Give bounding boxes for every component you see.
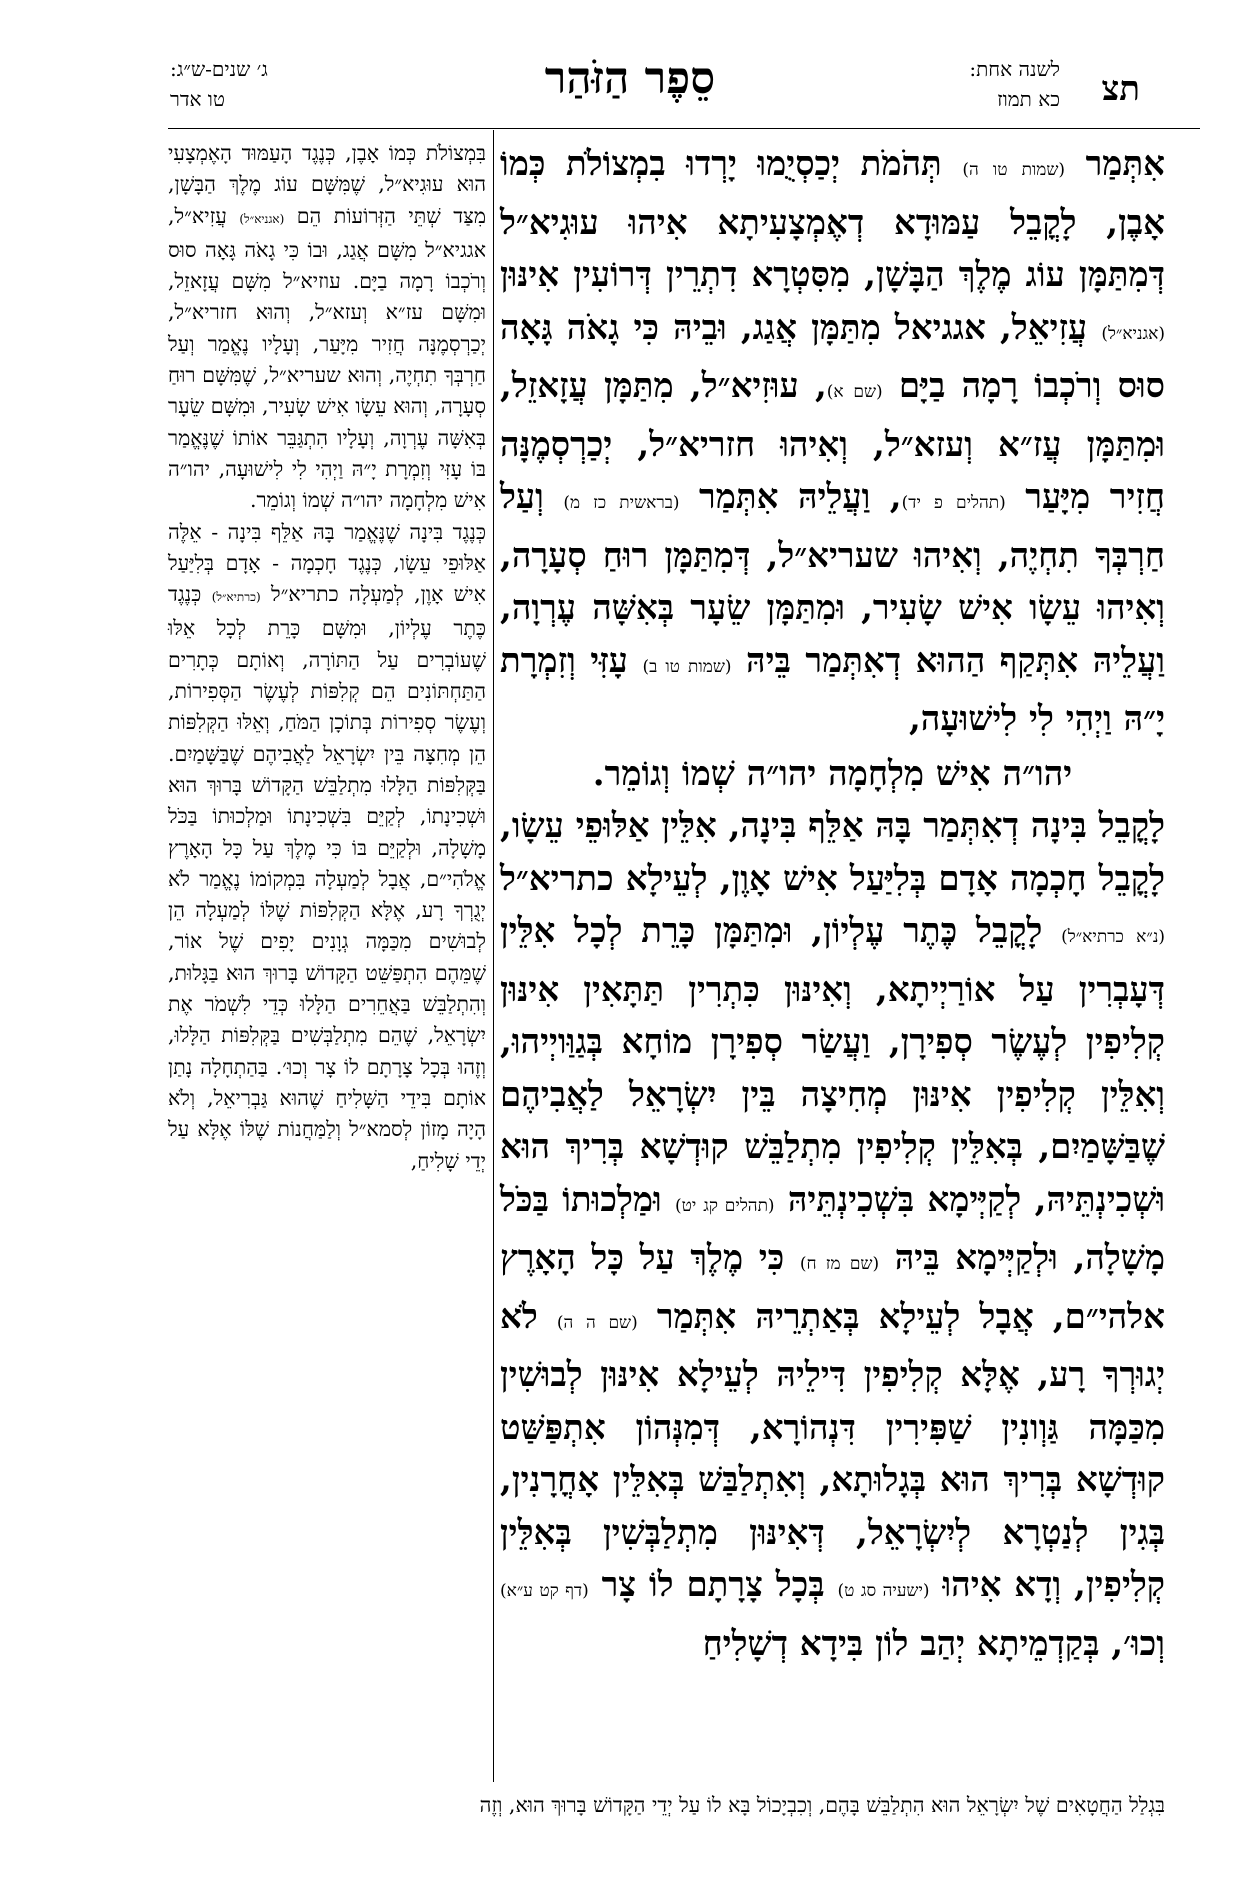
main-paragraph-2 (500, 800, 1165, 1670)
column-divider (493, 130, 494, 1782)
source-reference: (אגניא״ל) (239, 211, 285, 226)
book-title: סֵפֶר הַזֹּהַר (544, 53, 716, 104)
source-reference: (תהלים פ יד) (901, 493, 1006, 513)
text-segment: לָקֳבֵל כֶּתֶר עֶלְיוֹן, וּמִתַּמָּן כָּרֵת לְכָל אִלֵּין דְּעָבְרִין עַל אוֹרַיְיתָא, וְאִינּוּן כִּתְרִין תַּתָּאִין אִינּוּן קְלִיפִין לְעֶשֶׂר סְפִירָן, וַעֲשַׂר סְפִירָן מוֹחָא בְּגַוַּויְיהוּ, וְאִלֵּין קְלִיפִין אִינּוּן מְחִיצָה בֵּין יִשְׂרָאֵל לַאֲבִיהֶם שֶׁבַּשָּׁמַיִם, בְּאִלֵּין קְלִיפִין מִתְלַבֵּשׁ קוּדְשָׁא בְּרִיךְ הוּא וּשְׁכִינְתֵּיהּ, לְקַיְּימָא בִּשְׁכִינְתֵּיהּ (500, 911, 1166, 1220)
source-reference: (ישעיה סג ט) (837, 1581, 930, 1601)
text-segment: בִּמְצוֹלֹת כְּמוֹ אָבֶן, כְּנֶגֶד הָעַמּוּד הָאֶמְצָעִי הוּא עוּגִיא״ל, שֶׁמִּשָּׁם עוֹג מֶלֶךְ הַבָּשָׁן, מִצַּד שְׁתֵּי הַזְּרוֹעוֹת הֵם (168, 141, 486, 228)
text-segment: אִתְּמַר (1085, 144, 1166, 184)
text-segment: , עוּזִיא״ל, מִתַּמָּן עֲזָאזֵל, וּמִתַּמָּן עֲז״א וְעזא״ל, וְאִיהוּ חזריא״ל, יְכַרְסְמֶנָּה חֲזִיר מִיָּעַר (500, 366, 1166, 517)
source-reference: (שם ה ה) (556, 1312, 638, 1333)
text-segment: וּמַלְכוּתוֹ בַּכֹּל מָשָׁלָה, וּלְקַיְּימָא בֵּיהּ (500, 1179, 1166, 1278)
text-segment: כִּי מֶלֶךְ עַל כָּל הָאָרֶץ אלהי״ם, אֲבָל לְעֵילָא בְּאַתְרֵיהּ אִתְּמַר (500, 1238, 1165, 1337)
text-segment: , וַעֲלֵיהּ אִתְּמַר (699, 477, 902, 517)
source-reference: (תהלים קג יט) (675, 1195, 775, 1216)
text-segment: וְעַל חַרְבְּךָ תִחְיֶה, וְאִיהוּ שעריא״ל, דְּמִתַּמָּן רוּחַ סְעָרָה, וְאִיהוּ עֵשָׂו אִישׁ שָׂעִיר, וּמִתַּמָּן שֵׂעָר בְּאִשָּׁה עֶרְוָה, וַעֲלֵיהּ אִתְּקַף הַהוּא דְאִתְּמַר בֵּיהּ (500, 477, 1166, 681)
footer-continuation-line: בִּגְלַל הַחֲטָאִים שֶׁל יִשְׂרָאֵל הוּא הִתְלַבֵּשׁ בָּהֶם, וְכִבְיָכוֹל בָּא לוֹ עַל יְדֵי הַקָּדוֹשׁ בָּרוּךְ הוּא, וְזֶה (479, 1793, 1165, 1817)
source-reference: (בראשית כז מ) (563, 493, 680, 513)
text-segment: עֲזִיא״ל, אגגיא״ל מִשָּׁם אֲגַג, וּבוֹ כִּי גָאֹה גָּאָה סוּס וְרֹכְבוֹ רָמָה בַיָּם. עוזיא״ל מִשָּׁם עֲזָאזֵל, וּמִשָּׁם עז״א וְעזא״ל, וְהוּא חזריא״ל, יְכַרְסְמֶנָּה חֲזִיר מִיָּעַר, וְעָלָיו נֶאֱמַר וְעַל חַרְבְּךָ תִחְיֶה, וְהוּא שעריא״ל, שֶׁמִּשָּׁם רוּחַ סְעָרָה, וְהוּא עֵשָׂו אִישׁ שָׂעִיר, וּמִשָּׁם שֵׂעָר בְּאִשָּׁה עֶרְוָה, וְעָלָיו הִתְגַּבֵּר אוֹתוֹ שֶׁנֶּאֱמַר בּוֹ עָזִּי וְזִמְרָת יָ״הּ וַיְהִי לִי לִישׁוּעָה, יהו״ה אִישׁ מִלְחָמָה יהו״ה שְׁמוֹ וְגוֹמֵר. (168, 203, 486, 513)
hebrew-translation-column (168, 138, 486, 1177)
text-segment: לֹא יְגוּרְךָ רָע, אֶלָּא קְלִיפִין דִּילֵיהּ לְעֵילָא אִינּוּן לְבוּשִׁין מִכַּמָּה גַּוְונִין שַׁפִּירִין דִּנְהוֹרָא, דְּמִנְּהוֹן אִתְפַּשַּׁט קוּדְשָׁא בְּרִיךְ הוּא בְּגָלוּתָא, וְאִתְלַבַּשׁ בְּאִלֵּין אָחֳרָנִין, בְּגִין לְנַטְרָא לְיִשְׂרָאֵל, דְּאִינּוּן מִתְלַבְּשִׁין בְּאִלֵּין קְלִיפִין, וְדָא אִיהוּ (500, 1296, 1165, 1605)
source-reference: (דף קט ע״א) (500, 1581, 589, 1601)
text-segment: תְּהֹמֹת יְכַסְיֻמוּ יָרְדוּ בִמְצוֹלֹת כְּמוֹ אָבֶן, לָקֳבֵל עַמּוּדָא דְאֶמְצָעִיתָא אִיהוּ עוּגִיא״ל דְּמִתַּמָּן עוֹג מֶלֶךְ הַבָּשָׁן, מִסִּטְרָא דִתְרֵין דְּרוֹעִין אִינּוּן (500, 144, 1165, 295)
study-schedule-one-year: לשנה אחת: (969, 57, 1060, 81)
study-date-three-year: טו אדר (170, 87, 225, 111)
text-segment: עָזִּי וְזִמְרָת יָ״הּ וַיְהִי לִי לִישׁוּעָה, (500, 640, 1165, 739)
source-reference: (נ״א כרתיא״ל) (1061, 927, 1166, 947)
source-reference: (שמות טו ה) (962, 160, 1066, 180)
study-schedule-three-year: ג׳ שנים-ש״ג: (170, 57, 268, 81)
commentary-paragraph-2 (168, 517, 486, 1177)
text-segment: בְּכָל צָרָתָם לוֹ צָר (601, 1565, 825, 1605)
page-number: תצ (1101, 69, 1140, 109)
text-segment: כְּנֶגֶד כֶּתֶר עֶלְיוֹן, וּמִשָּׁם כָּרֵת לְכָל אֵלּוּ שֶׁעוֹבְרִים עַל הַתּוֹרָה, וְאוֹתָם כְּתָרִים הַתַּחְתּוֹנִים הֵם קְלִפּוֹת לְעֶשֶׂר הַסְּפִירוֹת, וְעֶשֶׂר סְפִירוֹת בְּתוֹכָן הַמֹּחַ, וְאֵלּוּ הַקְּלִפּוֹת הֵן מְחִצָּה בֵּין יִשְׂרָאֵל לַאֲבִיהֶם שֶׁבַּשָּׁמַיִם. בַּקְּלִפּוֹת הַלָּלוּ מִתְלַבֵּשׁ הַקָּדוֹשׁ בָּרוּךְ הוּא וּשְׁכִינָתוֹ, לְקַיֵּם בִּשְׁכִינָתוֹ וּמַלְכוּתוֹ בַּכֹּל מָשָׁלָה, וּלְקַיֵּם בּוֹ כִּי מֶלֶךְ עַל כָּל הָאָרֶץ אֱלֹהִי״ם, אֲבָל לְמַעְלָה בִּמְקוֹמוֹ נֶאֱמַר לֹא יְגֻרְךָ רָע, אֶלָּא הַקְּלִפּוֹת שֶׁלּוֹ לְמַעְלָה הֵן לְבוּשִׁים מִכַּמָּה גְוָנִים יָפִים שֶׁל אוֹר, שֶׁמֵּהֶם הִתְפַּשֵּׁט הַקָּדוֹשׁ בָּרוּךְ הוּא בַּגָּלוּת, וְהִתְלַבֵּשׁ בַּאֲחֵרִים הַלָּלוּ כְּדֵי לִשְׁמֹר אֶת יִשְׂרָאֵל, שֶׁהֵם מִתְלַבְּשִׁים בַּקְּלִפּוֹת הַלָּלוּ, וְזֶהוּ בְּכָל צָרָתָם לוֹ צָר וְכוּ׳. בַּהַתְחָלָה נָתַן אוֹתָם בִּידֵי הַשָּׁלִיחַ שֶׁהוּא גַּבְרִיאֵל, וְלֹא הָיָה מָזוֹן לְסמא״ל וְלַמַּחֲנוֹת שֶׁלּוֹ אֶלָּא עַל יְדֵי שָׁלִיחַ, (168, 582, 486, 1173)
commentary-paragraph-1 (168, 138, 486, 517)
text-segment: עֲזִיאֵל, אגגיאל מִתַּמָּן אֲגַג, וּבֵיהּ כִּי גָאֹה גָּאָה סוּס וְרֹכְבוֹ רָמָה בַיָּם (500, 307, 1165, 406)
text-segment: וְכוּ׳, בְּקַדְמֵיתָא יְהַב לוֹן בִּידָא דְשָׁלִיחַ (702, 1623, 1165, 1664)
aramaic-text-column (500, 138, 1165, 1670)
text-segment: לָקֳבֵל בִּינָה דְאִתְּמַר בָּהּ אַלֵּף בִּינָה, אִלֵּין אַלּוּפֵי עֵשָׂו, לָקֳבֵל חָכְמָה אָדָם בְּלִיַּעַל אִישׁ אָוֶן, לְעֵילָא כתריא״ל (500, 806, 1165, 899)
source-reference: (שמות טו ב) (642, 656, 732, 677)
study-date-one-year: כא תמוז (997, 87, 1060, 111)
source-reference: (שם א) (826, 382, 883, 402)
page-header (0, 55, 1260, 125)
header-divider (168, 128, 1200, 129)
source-reference: (כרתיא״ל) (211, 590, 261, 605)
source-reference: (שם מז ח) (799, 1254, 880, 1274)
main-paragraph-1 (500, 138, 1165, 746)
source-reference: (אגניא״ל) (1101, 323, 1165, 344)
text-segment: כְּנֶגֶד בִּינָה שֶׁנֶּאֱמַר בָּהּ אַלֵּף בִּינָה - אֵלֶּה אַלּוּפֵי עֵשָׂו, כְּנֶגֶד חָכְמָה - אָדָם בְּלִיַּעַל אִישׁ אָוֶן, לְמַעְלָה כתריא״ל (168, 519, 486, 607)
verse-heading: יהו״ה אִישׁ מִלְחָמָה יהו״ה שְׁמוֹ וְגוֹמֵר. (592, 753, 1073, 794)
